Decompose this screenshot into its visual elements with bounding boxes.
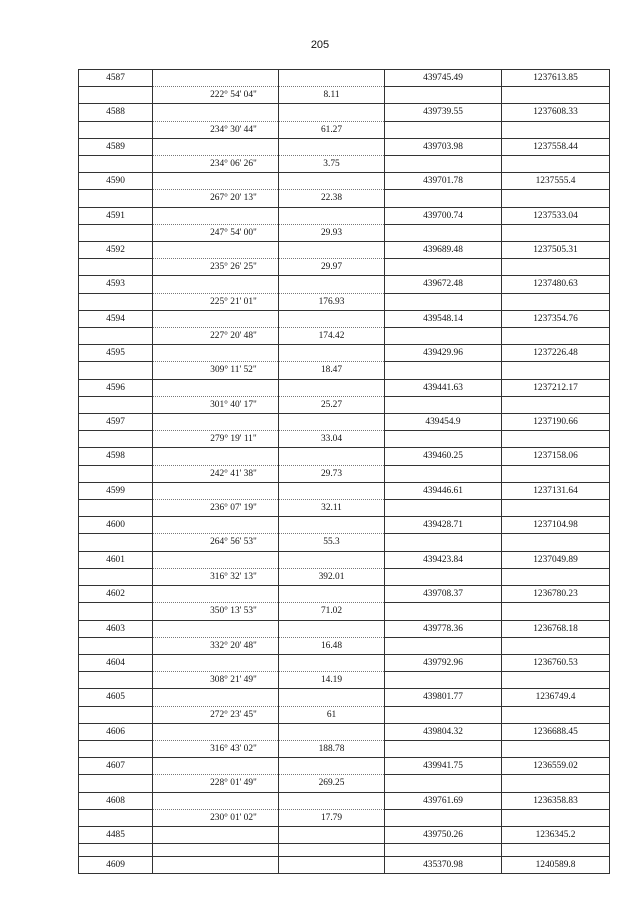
empty-cell <box>385 603 502 620</box>
segment-bearing: 267° 20' 13" <box>153 190 279 207</box>
empty-cell <box>502 568 610 585</box>
empty-cell <box>385 500 502 517</box>
point-y: 1236749.4 <box>502 689 610 706</box>
empty-cell <box>502 293 610 310</box>
point-y: 1236345.2 <box>502 826 610 843</box>
segment-row <box>79 534 610 551</box>
point-x: 439801.77 <box>385 689 502 706</box>
point-y: 1236358.83 <box>502 792 610 809</box>
segment-row <box>79 568 610 585</box>
empty-cell <box>385 637 502 654</box>
empty-cell <box>79 740 153 757</box>
point-x: 439429.96 <box>385 345 502 362</box>
point-row <box>79 310 610 327</box>
empty-cell <box>79 328 153 345</box>
segment-distance: 392.01 <box>279 568 385 585</box>
empty-cell <box>279 517 385 534</box>
point-y: 1236688.45 <box>502 723 610 740</box>
point-row <box>79 414 610 431</box>
empty-cell <box>79 706 153 723</box>
segment-row <box>79 328 610 345</box>
point-y: 1236780.23 <box>502 586 610 603</box>
point-x: 439700.74 <box>385 207 502 224</box>
segment-distance: 3.75 <box>279 156 385 173</box>
point-id: 4600 <box>79 517 153 534</box>
empty-cell <box>153 482 279 499</box>
coordinates-table <box>78 69 610 874</box>
point-row <box>79 448 610 465</box>
empty-cell <box>153 379 279 396</box>
empty-cell <box>79 396 153 413</box>
segment-distance: 55.3 <box>279 534 385 551</box>
segment-row <box>79 603 610 620</box>
segment-row <box>79 465 610 482</box>
empty-cell <box>79 259 153 276</box>
point-y: 1237158.06 <box>502 448 610 465</box>
empty-cell <box>79 293 153 310</box>
empty-cell <box>279 654 385 671</box>
empty-cell <box>153 689 279 706</box>
empty-cell <box>279 310 385 327</box>
empty-cell <box>79 775 153 792</box>
point-row <box>79 758 610 775</box>
empty-cell <box>385 706 502 723</box>
empty-cell <box>79 156 153 173</box>
segment-bearing: 230° 01' 02" <box>153 809 279 826</box>
empty-cell <box>279 826 385 843</box>
page-number: 205 <box>310 39 330 51</box>
empty-cell <box>279 173 385 190</box>
empty-cell <box>279 551 385 568</box>
empty-cell <box>385 259 502 276</box>
empty-cell <box>385 328 502 345</box>
point-id: 4588 <box>79 104 153 121</box>
segment-distance: 18.47 <box>279 362 385 379</box>
empty-cell <box>385 431 502 448</box>
point-row <box>79 620 610 637</box>
point-id: 4603 <box>79 620 153 637</box>
empty-cell <box>502 431 610 448</box>
empty-cell <box>153 70 279 87</box>
empty-cell <box>502 362 610 379</box>
empty-cell <box>153 551 279 568</box>
segment-bearing: 235° 26' 25" <box>153 259 279 276</box>
empty-cell <box>79 603 153 620</box>
point-x: 439739.55 <box>385 104 502 121</box>
point-id: 4587 <box>79 70 153 87</box>
empty-cell <box>153 173 279 190</box>
point-x: 439792.96 <box>385 654 502 671</box>
empty-cell <box>385 293 502 310</box>
point-y: 1237480.63 <box>502 276 610 293</box>
point-y: 1237190.66 <box>502 414 610 431</box>
empty-cell <box>279 620 385 637</box>
point-x: 439708.37 <box>385 586 502 603</box>
empty-cell <box>502 534 610 551</box>
empty-cell <box>279 207 385 224</box>
point-row <box>79 586 610 603</box>
empty-cell <box>385 534 502 551</box>
point-y: 1240589.8 <box>502 857 610 874</box>
segment-bearing: 272° 23' 45" <box>153 706 279 723</box>
empty-cell <box>385 87 502 104</box>
point-id: 4599 <box>79 482 153 499</box>
empty-cell <box>153 414 279 431</box>
segment-row <box>79 672 610 689</box>
point-id: 4595 <box>79 345 153 362</box>
empty-cell <box>279 586 385 603</box>
segment-bearing: 225° 21' 01" <box>153 293 279 310</box>
empty-cell <box>79 190 153 207</box>
point-id: 4592 <box>79 242 153 259</box>
segment-bearing: 279° 19' 11" <box>153 431 279 448</box>
point-x: 439941.75 <box>385 758 502 775</box>
point-y: 1237212.17 <box>502 379 610 396</box>
empty-cell <box>385 809 502 826</box>
segment-bearing: 301° 40' 17" <box>153 396 279 413</box>
empty-cell <box>385 362 502 379</box>
segment-row <box>79 431 610 448</box>
point-y: 1237505.31 <box>502 242 610 259</box>
segment-distance: 25.27 <box>279 396 385 413</box>
empty-cell <box>153 207 279 224</box>
empty-cell <box>279 689 385 706</box>
empty-cell <box>153 844 279 857</box>
point-x: 439446.61 <box>385 482 502 499</box>
segment-distance: 29.93 <box>279 224 385 241</box>
segment-distance: 61.27 <box>279 121 385 138</box>
empty-cell <box>279 138 385 155</box>
point-x: 439460.25 <box>385 448 502 465</box>
point-y: 1237104.98 <box>502 517 610 534</box>
segment-distance: 14.19 <box>279 672 385 689</box>
point-row <box>79 792 610 809</box>
segment-bearing: 264° 56' 53" <box>153 534 279 551</box>
empty-cell <box>279 723 385 740</box>
segment-row <box>79 121 610 138</box>
empty-cell <box>502 224 610 241</box>
point-y: 1236760.53 <box>502 654 610 671</box>
empty-cell <box>502 465 610 482</box>
point-x: 439423.84 <box>385 551 502 568</box>
point-x: 439689.48 <box>385 242 502 259</box>
empty-cell <box>279 844 385 857</box>
empty-cell <box>385 156 502 173</box>
empty-cell <box>279 242 385 259</box>
point-id: 4597 <box>79 414 153 431</box>
segment-bearing: 242° 41' 38" <box>153 465 279 482</box>
point-x: 439804.32 <box>385 723 502 740</box>
point-x: 439672.48 <box>385 276 502 293</box>
point-x: 439428.71 <box>385 517 502 534</box>
empty-cell <box>385 568 502 585</box>
point-x: 439703.98 <box>385 138 502 155</box>
point-id: 4485 <box>79 826 153 843</box>
empty-cell <box>279 792 385 809</box>
point-row <box>79 345 610 362</box>
empty-cell <box>385 224 502 241</box>
empty-cell <box>279 345 385 362</box>
empty-cell <box>153 758 279 775</box>
empty-cell <box>153 448 279 465</box>
segment-bearing: 309° 11' 52" <box>153 362 279 379</box>
segment-distance: 188.78 <box>279 740 385 757</box>
empty-cell <box>502 396 610 413</box>
point-id: 4609 <box>79 857 153 874</box>
point-y: 1237226.48 <box>502 345 610 362</box>
segment-bearing: 228° 01' 49" <box>153 775 279 792</box>
segment-distance: 32.11 <box>279 500 385 517</box>
point-id: 4607 <box>79 758 153 775</box>
empty-cell <box>279 379 385 396</box>
point-id: 4596 <box>79 379 153 396</box>
point-id: 4602 <box>79 586 153 603</box>
point-y: 1237555.4 <box>502 173 610 190</box>
empty-cell <box>79 534 153 551</box>
segment-bearing: 236° 07' 19" <box>153 500 279 517</box>
segment-row <box>79 293 610 310</box>
point-id: 4604 <box>79 654 153 671</box>
segment-bearing: 247° 54' 00" <box>153 224 279 241</box>
empty-cell <box>79 844 153 857</box>
empty-cell <box>279 482 385 499</box>
point-row <box>79 654 610 671</box>
empty-cell <box>153 620 279 637</box>
point-id: 4605 <box>79 689 153 706</box>
segment-row <box>79 156 610 173</box>
point-row <box>79 242 610 259</box>
point-id: 4594 <box>79 310 153 327</box>
empty-cell <box>502 809 610 826</box>
segment-bearing: 227° 20' 48" <box>153 328 279 345</box>
point-id: 4598 <box>79 448 153 465</box>
empty-cell <box>153 857 279 874</box>
empty-cell <box>79 568 153 585</box>
empty-cell <box>385 844 502 857</box>
segment-row <box>79 224 610 241</box>
point-y: 1237608.33 <box>502 104 610 121</box>
empty-cell <box>385 396 502 413</box>
point-x: 439548.14 <box>385 310 502 327</box>
point-y: 1237131.64 <box>502 482 610 499</box>
point-id: 4591 <box>79 207 153 224</box>
empty-cell <box>502 844 610 857</box>
point-y: 1236559.02 <box>502 758 610 775</box>
point-row <box>79 551 610 568</box>
segment-distance: 16.48 <box>279 637 385 654</box>
empty-cell <box>79 224 153 241</box>
empty-cell <box>502 121 610 138</box>
segment-bearing: 316° 32' 13" <box>153 568 279 585</box>
empty-cell <box>79 87 153 104</box>
segment-row <box>79 396 610 413</box>
point-row <box>79 689 610 706</box>
segment-distance: 8.11 <box>279 87 385 104</box>
empty-cell <box>502 190 610 207</box>
segment-distance: 22.38 <box>279 190 385 207</box>
empty-cell <box>153 276 279 293</box>
empty-cell <box>502 156 610 173</box>
empty-cell <box>279 104 385 121</box>
empty-cell <box>279 414 385 431</box>
point-row <box>79 104 610 121</box>
point-x: 439761.69 <box>385 792 502 809</box>
segment-distance: 17.79 <box>279 809 385 826</box>
empty-cell <box>79 637 153 654</box>
segment-distance: 29.73 <box>279 465 385 482</box>
empty-cell <box>502 637 610 654</box>
point-x: 435370.98 <box>385 857 502 874</box>
empty-cell <box>502 259 610 276</box>
empty-cell <box>279 857 385 874</box>
point-y: 1237533.04 <box>502 207 610 224</box>
empty-cell <box>502 500 610 517</box>
point-id: 4590 <box>79 173 153 190</box>
empty-cell <box>79 809 153 826</box>
empty-cell <box>153 345 279 362</box>
segment-row <box>79 87 610 104</box>
empty-cell <box>279 448 385 465</box>
point-row <box>79 173 610 190</box>
empty-cell <box>502 603 610 620</box>
point-x: 439750.26 <box>385 826 502 843</box>
segment-bearing: 222° 54' 04" <box>153 87 279 104</box>
empty-cell <box>502 775 610 792</box>
point-row <box>79 517 610 534</box>
segment-row <box>79 740 610 757</box>
segment-bearing: 234° 30' 44" <box>153 121 279 138</box>
point-id: 4606 <box>79 723 153 740</box>
point-x: 439454.9 <box>385 414 502 431</box>
empty-cell <box>279 276 385 293</box>
segment-distance: 176.93 <box>279 293 385 310</box>
empty-cell <box>153 586 279 603</box>
segment-row <box>79 259 610 276</box>
segment-distance: 33.04 <box>279 431 385 448</box>
segment-row <box>79 190 610 207</box>
empty-cell <box>385 121 502 138</box>
empty-cell <box>153 517 279 534</box>
empty-cell <box>79 465 153 482</box>
empty-cell <box>153 242 279 259</box>
point-row <box>79 276 610 293</box>
point-id: 4608 <box>79 792 153 809</box>
empty-cell <box>502 87 610 104</box>
point-row <box>79 723 610 740</box>
point-x: 439441.63 <box>385 379 502 396</box>
point-x: 439778.36 <box>385 620 502 637</box>
empty-cell <box>153 826 279 843</box>
segment-distance: 29.97 <box>279 259 385 276</box>
empty-cell <box>153 138 279 155</box>
point-y: 1236768.18 <box>502 620 610 637</box>
spacer-row <box>79 844 610 857</box>
empty-cell <box>502 328 610 345</box>
segment-bearing: 308° 21' 49" <box>153 672 279 689</box>
empty-cell <box>153 792 279 809</box>
empty-cell <box>385 465 502 482</box>
segment-distance: 71.02 <box>279 603 385 620</box>
segment-distance: 61 <box>279 706 385 723</box>
empty-cell <box>279 70 385 87</box>
point-row <box>79 70 610 87</box>
segment-row <box>79 775 610 792</box>
segment-row <box>79 809 610 826</box>
point-row <box>79 482 610 499</box>
empty-cell <box>279 758 385 775</box>
empty-cell <box>385 740 502 757</box>
empty-cell <box>153 104 279 121</box>
point-y: 1237354.76 <box>502 310 610 327</box>
segment-row <box>79 500 610 517</box>
segment-row <box>79 706 610 723</box>
point-row <box>79 379 610 396</box>
point-row <box>79 138 610 155</box>
empty-cell <box>79 121 153 138</box>
empty-cell <box>79 500 153 517</box>
empty-cell <box>385 775 502 792</box>
empty-cell <box>79 431 153 448</box>
empty-cell <box>385 672 502 689</box>
empty-cell <box>79 672 153 689</box>
segment-distance: 269.25 <box>279 775 385 792</box>
point-x: 439745.49 <box>385 70 502 87</box>
empty-cell <box>385 190 502 207</box>
point-row <box>79 826 610 843</box>
point-y: 1237613.85 <box>502 70 610 87</box>
point-y: 1237558.44 <box>502 138 610 155</box>
point-id: 4593 <box>79 276 153 293</box>
empty-cell <box>153 310 279 327</box>
point-row <box>79 207 610 224</box>
point-id: 4601 <box>79 551 153 568</box>
final-point-row <box>79 857 610 874</box>
empty-cell <box>153 654 279 671</box>
empty-cell <box>502 672 610 689</box>
segment-row <box>79 362 610 379</box>
segment-bearing: 316° 43' 02" <box>153 740 279 757</box>
segment-bearing: 234° 06' 26" <box>153 156 279 173</box>
segment-distance: 174.42 <box>279 328 385 345</box>
point-y: 1237049.89 <box>502 551 610 568</box>
empty-cell <box>502 706 610 723</box>
point-id: 4589 <box>79 138 153 155</box>
empty-cell <box>502 740 610 757</box>
empty-cell <box>153 723 279 740</box>
segment-bearing: 332° 20' 48" <box>153 637 279 654</box>
segment-row <box>79 637 610 654</box>
empty-cell <box>79 362 153 379</box>
point-x: 439701.78 <box>385 173 502 190</box>
segment-bearing: 350° 13' 53" <box>153 603 279 620</box>
